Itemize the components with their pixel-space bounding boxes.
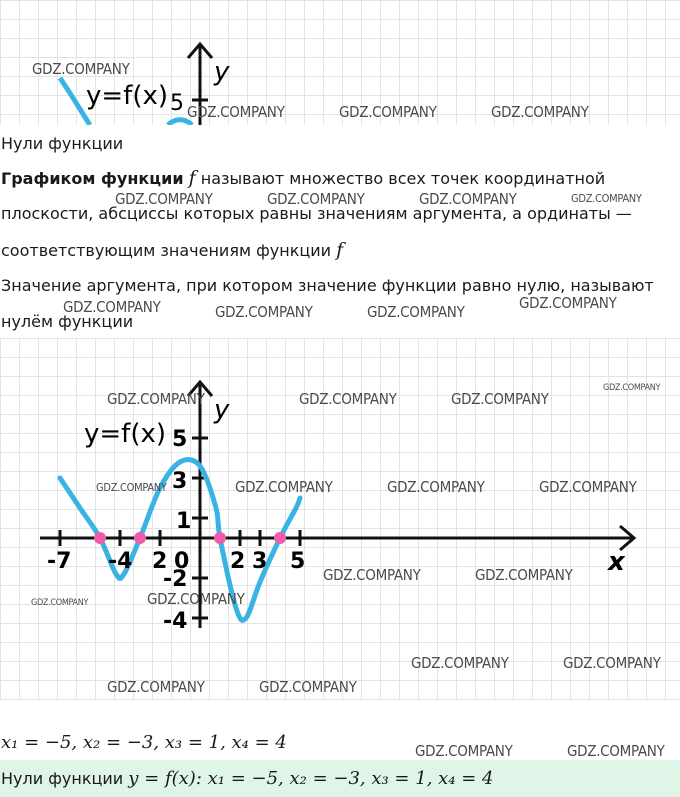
watermark: GDZ.COMPANY — [107, 390, 205, 408]
watermark: GDZ.COMPANY — [567, 742, 665, 760]
zero-point — [274, 532, 286, 544]
y-tick-label: 3 — [172, 469, 188, 494]
graph-x-label: x — [608, 547, 625, 577]
watermark: GDZ.COMPANY — [519, 294, 617, 312]
watermark: GDZ.COMPANY — [259, 678, 357, 696]
definition1-line2: плоскости, абсциссы которых равны значениям аргумента, а ординаты — — [1, 204, 632, 223]
definition1-line3 — [1, 240, 343, 261]
watermark: GDZ.COMPANY — [147, 590, 245, 608]
definition1-part1: называют множество всех точек координатной — [200, 169, 606, 188]
watermark: GDZ.COMPANY — [367, 303, 465, 321]
watermark: GDZ.COMPANY — [571, 192, 642, 205]
definition2-line2: нулём функции — [1, 312, 134, 331]
zero-point — [214, 532, 226, 544]
y-tick-label: 5 — [172, 427, 188, 452]
watermark: GDZ.COMPANY — [115, 190, 213, 208]
answer-label: Нули функции — [1, 769, 124, 788]
watermark: GDZ.COMPANY — [415, 742, 513, 760]
answer-expr: y = f(x): x₁ = −5, x₂ = −3, x₃ = 1, x₄ = 4 — [128, 768, 494, 789]
watermark: GDZ.COMPANY — [603, 383, 661, 393]
graph-func-label: y=f(x) — [84, 419, 166, 449]
watermark: GDZ.COMPANY — [31, 598, 89, 608]
definition1-var: f — [188, 167, 196, 189]
watermark: GDZ.COMPANY — [411, 654, 509, 672]
watermark: GDZ.COMPANY — [299, 390, 397, 408]
zero-point — [134, 532, 146, 544]
watermark: GDZ.COMPANY — [267, 190, 365, 208]
x-tick-label: -7 — [47, 549, 72, 574]
y-tick-label: -2 — [163, 567, 188, 592]
watermark: GDZ.COMPANY — [63, 298, 161, 316]
top-func-label: y=f(x) — [86, 81, 168, 111]
watermark: GDZ.COMPANY — [107, 678, 205, 696]
watermark: GDZ.COMPANY — [215, 303, 313, 321]
y-tick-label: -4 — [163, 609, 188, 634]
watermark: GDZ.COMPANY — [491, 103, 589, 121]
answer-line — [1, 769, 493, 789]
watermark: GDZ.COMPANY — [475, 566, 573, 584]
graph-y-label: y — [214, 395, 230, 425]
definition2-line1: Значение аргумента, при котором значение функции равно нулю, называют — [1, 276, 654, 295]
top-y-label: y — [214, 57, 230, 87]
watermark: GDZ.COMPANY — [451, 390, 549, 408]
watermark: GDZ.COMPANY — [96, 481, 167, 494]
zero-point — [94, 532, 106, 544]
watermark: GDZ.COMPANY — [32, 60, 130, 78]
watermark: GDZ.COMPANY — [187, 103, 285, 121]
section-title: Нули функции — [1, 134, 124, 153]
function-graph — [0, 338, 680, 700]
y-tick-label: 1 — [176, 509, 192, 534]
x-tick-label: -4 — [108, 549, 133, 574]
definition1-bold: Графиком функции — [1, 169, 184, 188]
watermark: GDZ.COMPANY — [235, 478, 333, 496]
answer-bar — [0, 760, 680, 797]
watermark: GDZ.COMPANY — [387, 478, 485, 496]
watermark: GDZ.COMPANY — [419, 190, 517, 208]
zeros-line: x₁ = −5, x₂ = −3, x₃ = 1, x₄ = 4 — [1, 732, 287, 753]
top-graph-strip — [0, 0, 680, 125]
watermark: GDZ.COMPANY — [339, 103, 437, 121]
x-tick-label: 3 — [252, 549, 268, 574]
x-tick-label: 2 — [230, 549, 246, 574]
definition1-var2: f — [336, 239, 344, 261]
watermark: GDZ.COMPANY — [323, 566, 421, 584]
definition1-part3: соответствующим значениям функции — [1, 241, 332, 260]
top-tick-5-label: 5 — [170, 91, 184, 116]
definition1-line1 — [1, 168, 605, 189]
x-tick-label: 0 — [174, 549, 190, 574]
watermark: GDZ.COMPANY — [563, 654, 661, 672]
x-tick-label: 5 — [290, 549, 306, 574]
watermark: GDZ.COMPANY — [539, 478, 637, 496]
x-tick-label: 2 — [152, 549, 168, 574]
